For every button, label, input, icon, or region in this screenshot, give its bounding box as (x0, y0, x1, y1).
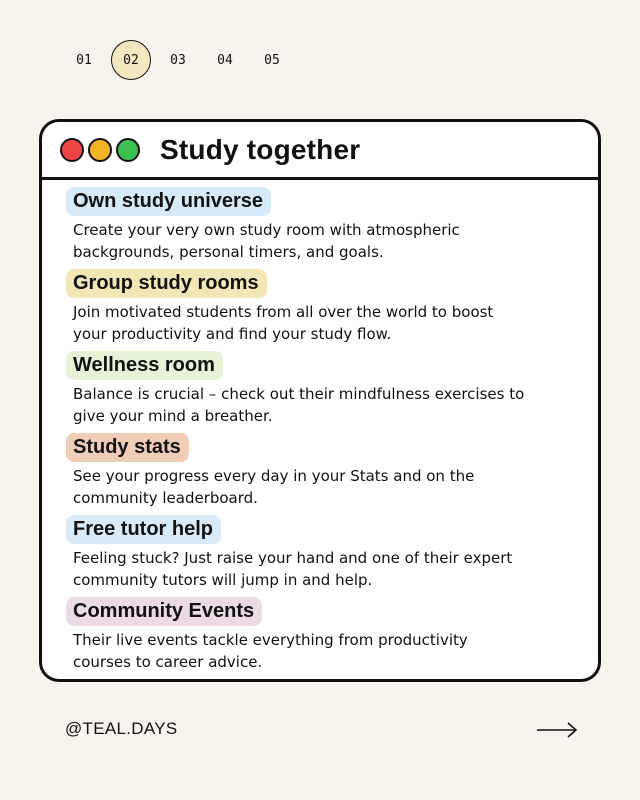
feature-description: See your progress every day in your Stats and on the community leaderboard. (73, 467, 475, 507)
maximize-button[interactable] (116, 138, 140, 162)
page-number-05[interactable]: 05 (264, 52, 280, 68)
close-button[interactable] (60, 138, 84, 162)
arrow-right-icon[interactable] (536, 720, 578, 740)
feature-item (66, 269, 598, 345)
study-together-window (39, 119, 601, 682)
page-indicator (64, 40, 299, 80)
feature-description: Balance is crucial – check out their mindfulness exercises to give your mind a breather. (73, 385, 525, 425)
feature-item (66, 187, 598, 263)
feature-list (42, 180, 598, 673)
feature-description: Create your very own study room with atmospheric backgrounds, personal timers, and goals. (73, 221, 460, 261)
feature-item (66, 515, 598, 591)
page-number-01[interactable]: 01 (76, 52, 92, 68)
feature-title: Free tutor help (66, 515, 221, 544)
page-number-02[interactable]: 02 (111, 40, 151, 80)
feature-item (66, 597, 598, 673)
minimize-button[interactable] (88, 138, 112, 162)
feature-item (66, 351, 598, 427)
feature-title: Group study rooms (66, 269, 267, 298)
feature-item (66, 433, 598, 509)
feature-description: Join motivated students from all over the world to boost your productivity and find your study flow. (73, 303, 494, 343)
feature-description: Their live events tackle everything from productivity courses to career advice. (73, 631, 468, 671)
window-titlebar (42, 122, 598, 180)
feature-title: Own study universe (66, 187, 271, 216)
window-title: Study together (160, 133, 361, 165)
page-number-04[interactable]: 04 (217, 52, 233, 68)
page-number-03[interactable]: 03 (170, 52, 186, 68)
feature-description: Feeling stuck? Just raise your hand and one of their expert community tutors will jump in and help. (73, 549, 513, 589)
feature-title: Wellness room (66, 351, 223, 380)
author-handle: @TEAL.DAYS (65, 719, 178, 738)
feature-title: Study stats (66, 433, 189, 462)
feature-title: Community Events (66, 597, 262, 626)
